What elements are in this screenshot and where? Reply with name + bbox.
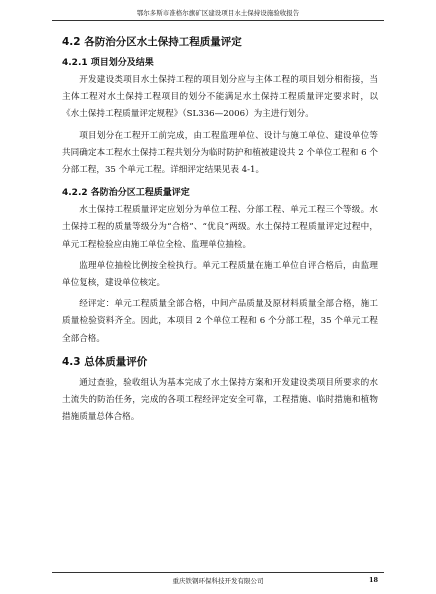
paragraph: 监理单位抽检比例按全检执行。单元工程质量在施工单位自评合格后，由监理单位复核，建设单位核定。 [62, 260, 378, 289]
paragraph: 经评定：单元工程质量全部合格，中间产品质量及原材料质量全部合格，施工质量检验资料齐全。因此，本项目 2 个单位工程和 6 个分部工程，35 个单元工程全部合格。 [62, 299, 378, 344]
paragraph: 通过查验，验收组认为基本完成了水土保持方案和开发建设类项目所要求的水土流失的防治任务，完成的各项工程经评定安全可靠，工程措施、临时措施和植物措施质量总体合格。 [62, 377, 378, 423]
section-heading: 4.2 各防治分区水土保持工程质量评定 [62, 36, 242, 48]
subsection-heading: 4.2.1 项目划分及结果 [62, 58, 154, 68]
paragraph: 水土保持工程质量评定应划分为单位工程、分部工程、单元工程三个等级。水土保持工程的质量等级分为“合格”、“优良”两级。水土保持工程质量评定过程中，单元工程检验应由施工单位全检、监理单位抽检。 [62, 205, 378, 250]
page-number: 18 [368, 576, 378, 584]
header-title: 鄂尔多斯市准格尔旗矿区建设项目水土保持设施验收报告 [136, 9, 300, 17]
footer-org: 重庆铁钢环保科技开发有限公司 [172, 577, 264, 585]
document-body [62, 28, 378, 430]
paragraph: 开发建设类项目水土保持工程的项目划分应与主体工程的项目划分相衔接，当主体工程对水土保持工程项目的划分不能满足水土保持工程质量评定要求时，以《水土保持工程质量评定规程》（SL336—2006）为主进行划分。 [62, 75, 378, 120]
subsection-heading: 4.2.2 各防治分区工程质量评定 [62, 188, 190, 199]
page-footer [52, 572, 384, 585]
page-header [52, 8, 384, 21]
section-heading: 4.3 总体质量评价 [62, 355, 148, 368]
paragraph: 项目划分在工程开工前完成，由工程监理单位、设计与施工单位、建设单位等共同确定本工程水土保持工程共划分为临时防护和植被建设共 2 个单位工程和 6 个分部工程，35 个单元工程。详细评定结果见表 4-1。 [62, 130, 378, 176]
